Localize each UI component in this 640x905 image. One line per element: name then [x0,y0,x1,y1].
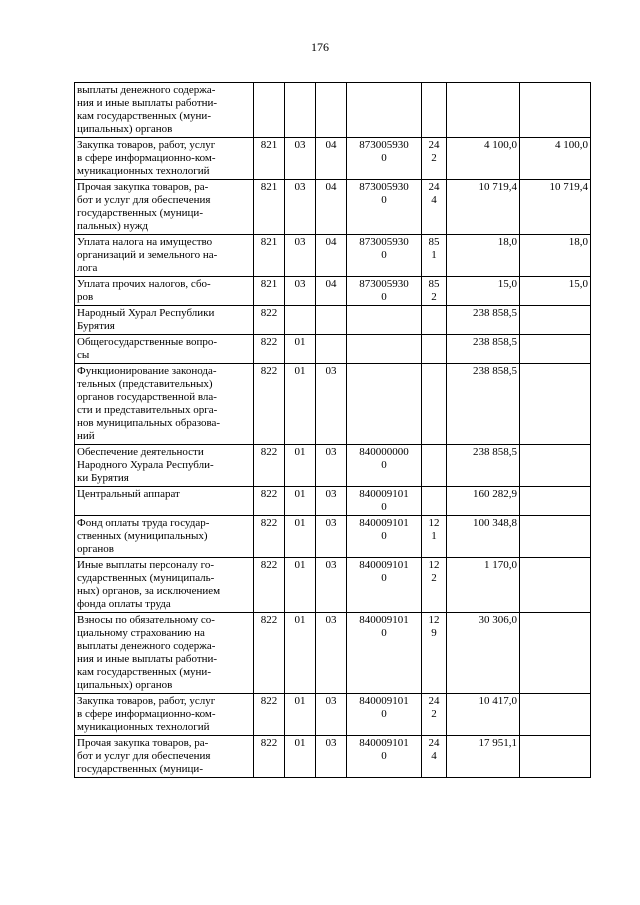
ministry-code-cell: 822 [254,558,285,613]
item-name-cell [75,180,254,235]
amount-second-cell: 18,0 [520,235,591,277]
expense-type-cell-line: 2 [431,572,437,584]
target-article-cell-line: 0 [381,291,387,303]
item-name-cell-line: Взносы по обязательному со- [77,614,215,626]
target-article-cell [347,180,422,235]
target-article-cell-line: 840009101 [359,737,409,749]
target-article-cell [347,694,422,736]
amount-first-cell: 30 306,0 [447,613,520,694]
expense-type-cell-line: 4 [431,750,437,762]
item-name-cell-line: Обеспечение деятельности [77,446,204,458]
amount-first-cell [447,83,520,138]
expense-type-cell [422,277,447,306]
expense-type-cell-line: 12 [428,517,440,529]
table-row [75,487,591,516]
item-name-cell-line: государственных (муници- [77,763,203,775]
expense-type-cell [422,335,447,364]
item-name-cell-line: Центральный аппарат [77,488,180,500]
expense-type-cell [422,694,447,736]
expense-type-cell [422,613,447,694]
expense-type-cell-line: 9 [431,627,437,639]
table-row [75,516,591,558]
amount-first-cell: 18,0 [447,235,520,277]
item-name-cell [75,694,254,736]
target-article-cell-line: 873005930 [359,139,409,151]
target-article-cell-line: 840009101 [359,614,409,626]
item-name-cell-line: муникационных технологий [77,165,210,177]
amount-first-cell: 10 417,0 [447,694,520,736]
amount-first-cell: 15,0 [447,277,520,306]
subsection-code-cell [316,335,347,364]
subsection-code-cell: 03 [316,487,347,516]
target-article-cell [347,558,422,613]
target-article-cell [347,235,422,277]
item-name-cell [75,558,254,613]
section-code-cell: 01 [285,613,316,694]
item-name-cell-line: Закупка товаров, работ, услуг [77,695,216,707]
table-row [75,138,591,180]
item-name-cell-line: ных) органов, за исключением [77,585,221,597]
ministry-code-cell: 822 [254,445,285,487]
table-row [75,613,591,694]
item-name-cell-line: ственных (муниципальных) [77,530,208,542]
target-article-cell-line: 0 [381,194,387,206]
subsection-code-cell: 04 [316,180,347,235]
ministry-code-cell: 822 [254,736,285,778]
amount-second-cell [520,487,591,516]
target-article-cell [347,736,422,778]
target-article-cell [347,613,422,694]
item-name-cell-line: ния и иные выплаты работни- [77,97,218,109]
item-name-cell-line: Фонд оплаты труда государ- [77,517,210,529]
table-row [75,694,591,736]
target-article-cell [347,138,422,180]
table-row [75,558,591,613]
ministry-code-cell: 822 [254,335,285,364]
amount-second-cell [520,364,591,445]
item-name-cell-line: ципальных) органов [77,679,173,691]
subsection-code-cell: 04 [316,138,347,180]
target-article-cell-line: 0 [381,501,387,513]
subsection-code-cell: 03 [316,558,347,613]
section-code-cell: 01 [285,335,316,364]
item-name-cell-line: бот и услуг для обеспечения [77,750,211,762]
expense-type-cell [422,83,447,138]
target-article-cell [347,516,422,558]
item-name-cell-line: ров [77,291,94,303]
target-article-cell-line: 0 [381,708,387,720]
expense-type-cell-line: 2 [431,708,437,720]
amount-second-cell [520,558,591,613]
expense-type-cell [422,235,447,277]
ministry-code-cell: 821 [254,277,285,306]
expense-type-cell-line: 1 [431,530,437,542]
section-code-cell [285,306,316,335]
target-article-cell-line: 0 [381,627,387,639]
item-name-cell-line: циальному страхованию на [77,627,205,639]
target-article-cell-line: 840009101 [359,695,409,707]
ministry-code-cell: 822 [254,613,285,694]
item-name-cell [75,613,254,694]
item-name-cell-line: сти и представительных орга- [77,404,218,416]
ministry-code-cell: 822 [254,306,285,335]
item-name-cell [75,487,254,516]
item-name-cell-line: пальных) нужд [77,220,149,232]
expense-type-cell-line: 2 [431,291,437,303]
target-article-cell-line: 840009101 [359,488,409,500]
amount-first-cell: 238 858,5 [447,364,520,445]
expense-type-cell-line: 24 [428,737,440,749]
target-article-cell [347,487,422,516]
target-article-cell-line: 873005930 [359,181,409,193]
ministry-code-cell: 821 [254,235,285,277]
target-article-cell-line: 0 [381,152,387,164]
section-code-cell: 01 [285,516,316,558]
amount-first-cell: 17 951,1 [447,736,520,778]
amount-second-cell [520,613,591,694]
expense-type-cell [422,558,447,613]
table-row [75,445,591,487]
target-article-cell [347,306,422,335]
target-article-cell-line: 873005930 [359,278,409,290]
amount-second-cell [520,335,591,364]
target-article-cell [347,335,422,364]
amount-first-cell: 1 170,0 [447,558,520,613]
subsection-code-cell: 04 [316,277,347,306]
amount-first-cell: 238 858,5 [447,335,520,364]
item-name-cell-line: органов государственной вла- [77,391,217,403]
ministry-code-cell: 821 [254,138,285,180]
expense-type-cell [422,180,447,235]
ministry-code-cell: 821 [254,180,285,235]
expense-type-cell [422,487,447,516]
target-article-cell-line: 873005930 [359,236,409,248]
target-article-cell-line: 840000000 [359,446,409,458]
section-code-cell: 03 [285,277,316,306]
item-name-cell-line: кам государственных (муни- [77,110,211,122]
ministry-code-cell: 822 [254,694,285,736]
item-name-cell-line: Уплата прочих налогов, сбо- [77,278,211,290]
item-name-cell-line: Бурятия [77,320,115,332]
expense-type-cell-line: 85 [428,278,440,290]
table-row [75,83,591,138]
item-name-cell-line: Народного Хурала Республи- [77,459,214,471]
item-name-cell-line: кам государственных (муни- [77,666,211,678]
target-article-cell-line: 840009101 [359,517,409,529]
section-code-cell: 01 [285,364,316,445]
target-article-cell-line: 0 [381,750,387,762]
section-code-cell: 01 [285,694,316,736]
target-article-cell-line: 0 [381,459,387,471]
subsection-code-cell: 03 [316,516,347,558]
subsection-code-cell: 03 [316,694,347,736]
item-name-cell-line: фонда оплаты труда [77,598,171,610]
section-code-cell: 03 [285,180,316,235]
section-code-cell: 03 [285,138,316,180]
table-row [75,277,591,306]
section-code-cell: 03 [285,235,316,277]
expense-type-cell [422,138,447,180]
item-name-cell-line: выплаты денежного содержа- [77,640,216,652]
amount-second-cell: 10 719,4 [520,180,591,235]
item-name-cell-line: Прочая закупка товаров, ра- [77,737,209,749]
target-article-cell [347,364,422,445]
amount-second-cell [520,445,591,487]
target-article-cell [347,445,422,487]
section-code-cell: 01 [285,558,316,613]
amount-first-cell: 100 348,8 [447,516,520,558]
table-row [75,335,591,364]
subsection-code-cell: 03 [316,736,347,778]
subsection-code-cell: 03 [316,613,347,694]
subsection-code-cell [316,83,347,138]
expense-type-cell-line: 24 [428,139,440,151]
expense-type-cell [422,736,447,778]
table-row [75,235,591,277]
amount-first-cell: 4 100,0 [447,138,520,180]
expense-type-cell-line: 24 [428,695,440,707]
item-name-cell-line: тельных (представительных) [77,378,213,390]
item-name-cell [75,306,254,335]
amount-second-cell [520,694,591,736]
item-name-cell-line: Функционирование законода- [77,365,217,377]
item-name-cell-line: Закупка товаров, работ, услуг [77,139,216,151]
subsection-code-cell [316,306,347,335]
item-name-cell-line: лога [77,262,98,274]
ministry-code-cell: 822 [254,516,285,558]
ministry-code-cell: 822 [254,364,285,445]
table-row [75,736,591,778]
item-name-cell-line: Народный Хурал Республики [77,307,215,319]
item-name-cell-line: Общегосударственные вопро- [77,336,218,348]
subsection-code-cell: 03 [316,364,347,445]
item-name-cell [75,335,254,364]
item-name-cell-line: в сфере информационно-ком- [77,708,216,720]
item-name-cell [75,83,254,138]
expense-type-cell-line: 4 [431,194,437,206]
amount-second-cell: 4 100,0 [520,138,591,180]
budget-table [74,82,591,778]
item-name-cell [75,736,254,778]
target-article-cell-line: 0 [381,572,387,584]
section-code-cell: 01 [285,445,316,487]
expense-type-cell-line: 2 [431,152,437,164]
ministry-code-cell: 822 [254,487,285,516]
item-name-cell-line: органов [77,543,114,555]
section-code-cell [285,83,316,138]
target-article-cell-line: 0 [381,249,387,261]
amount-first-cell: 160 282,9 [447,487,520,516]
expense-type-cell-line: 12 [428,559,440,571]
amount-second-cell [520,736,591,778]
table-row [75,180,591,235]
amount-second-cell: 15,0 [520,277,591,306]
item-name-cell-line: ния и иные выплаты работни- [77,653,218,665]
item-name-cell-line: организаций и земельного на- [77,249,218,261]
item-name-cell [75,235,254,277]
expense-type-cell-line: 85 [428,236,440,248]
item-name-cell-line: сы [77,349,90,361]
amount-first-cell: 238 858,5 [447,445,520,487]
table-row [75,364,591,445]
item-name-cell [75,138,254,180]
expense-type-cell [422,516,447,558]
amount-second-cell [520,516,591,558]
item-name-cell-line: ний [77,430,95,442]
page-number: 176 [311,40,329,54]
budget-table-body [75,83,591,778]
amount-first-cell: 10 719,4 [447,180,520,235]
item-name-cell [75,445,254,487]
expense-type-cell-line: 1 [431,249,437,261]
target-article-cell [347,83,422,138]
item-name-cell [75,516,254,558]
item-name-cell [75,277,254,306]
target-article-cell-line: 0 [381,530,387,542]
item-name-cell-line: ципальных) органов [77,123,173,135]
expense-type-cell [422,306,447,335]
section-code-cell: 01 [285,736,316,778]
section-code-cell: 01 [285,487,316,516]
item-name-cell-line: бот и услуг для обеспечения [77,194,211,206]
item-name-cell-line: выплаты денежного содержа- [77,84,216,96]
item-name-cell-line: Уплата налога на имущество [77,236,213,248]
item-name-cell-line: государственных (муници- [77,207,203,219]
item-name-cell-line: Прочая закупка товаров, ра- [77,181,209,193]
amount-second-cell [520,306,591,335]
item-name-cell-line: в сфере информационно-ком- [77,152,216,164]
item-name-cell-line: нов муниципальных образова- [77,417,221,429]
expense-type-cell [422,445,447,487]
item-name-cell-line: муникационных технологий [77,721,210,733]
item-name-cell-line: сударственных (муниципаль- [77,572,215,584]
item-name-cell-line: Иные выплаты персоналу го- [77,559,215,571]
item-name-cell-line: ки Бурятия [77,472,129,484]
expense-type-cell-line: 12 [428,614,440,626]
subsection-code-cell: 03 [316,445,347,487]
amount-second-cell [520,83,591,138]
expense-type-cell [422,364,447,445]
ministry-code-cell [254,83,285,138]
table-row [75,306,591,335]
subsection-code-cell: 04 [316,235,347,277]
amount-first-cell: 238 858,5 [447,306,520,335]
expense-type-cell-line: 24 [428,181,440,193]
item-name-cell [75,364,254,445]
target-article-cell-line: 840009101 [359,559,409,571]
target-article-cell [347,277,422,306]
